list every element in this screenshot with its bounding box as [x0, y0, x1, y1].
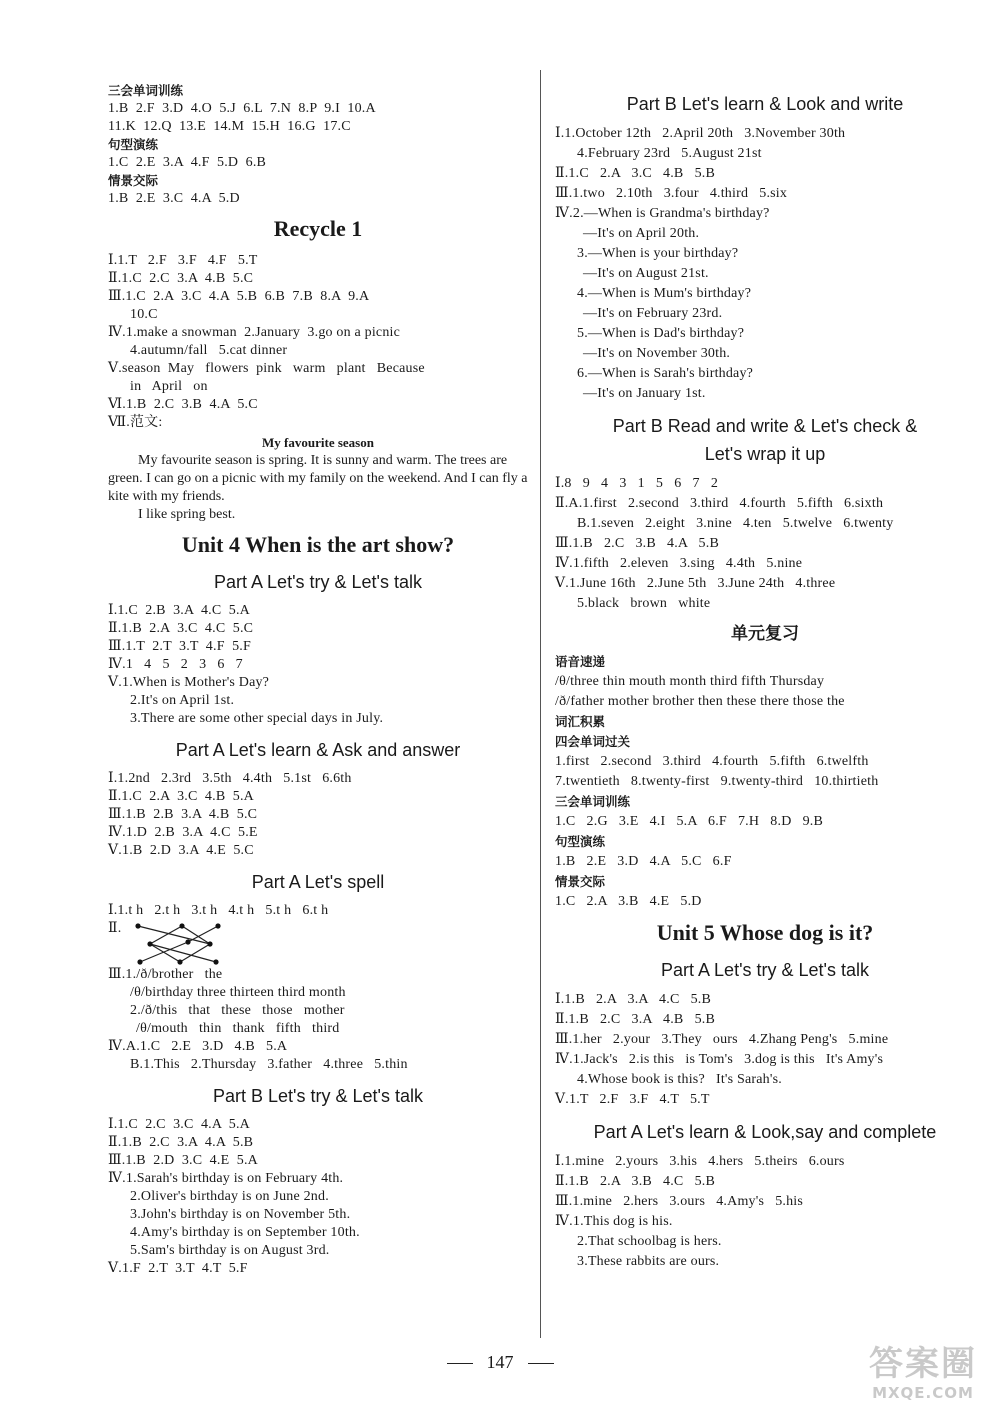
answer-line: 1.C 2.G 3.E 4.I 5.A 6.F 7.H 8.D 9.B — [555, 814, 824, 829]
answer-line: Ⅲ.1.T 2.T 3.T 4.F 5.F — [108, 639, 251, 654]
part-title: Part A Let's try & Let's talk — [214, 572, 422, 592]
answer-line: /θ/three thin mouth month third fifth Thursday — [555, 674, 825, 689]
answer-line: 10.C — [130, 307, 158, 322]
answer-line: Ⅲ.1.B 2.C 3.B 4.A 5.B — [555, 536, 719, 551]
answer-line: 2.That schoolbag is hers. — [577, 1234, 722, 1249]
unit-title: Unit 5 Whose dog is it? — [656, 920, 874, 945]
watermark-logo — [858, 1344, 988, 1416]
answer-line: Ⅳ.A.1.C 2.E 3.D 4.B 5.A — [108, 1039, 288, 1054]
answer-line: Ⅰ.1.T 2.F 3.F 4.F 5.T — [108, 253, 258, 268]
matching-dot — [207, 941, 212, 946]
answer-line: Ⅵ.1.B 2.C 3.B 4.A 5.C — [108, 397, 258, 412]
answer-line: Ⅲ.1./ð/brother the — [108, 967, 223, 982]
answer-line: Ⅳ.1.fifth 2.eleven 3.sing 4.4th 5.nine — [555, 556, 803, 571]
section-label: 三会单词训练 — [108, 83, 184, 98]
section-label: 三会单词训练 — [555, 794, 631, 809]
answer-line: 3.These rabbits are ours. — [577, 1254, 720, 1269]
answer-line: Ⅰ.1.C 2.C 3.C 4.A 5.A — [108, 1117, 250, 1132]
answer-line: Ⅲ.1.B 2.D 3.C 4.E 5.A — [108, 1153, 258, 1168]
answer-line: 4.Whose book is this? It's Sarah's. — [577, 1072, 782, 1087]
answer-line: Ⅰ.1.t h 2.t h 3.t h 4.t h 5.t h 6.t h — [108, 903, 329, 918]
answer-line: —It's on April 20th. — [583, 226, 700, 241]
answer-line: Ⅰ.8 9 4 3 1 5 6 7 2 — [555, 476, 719, 491]
answer-line: Ⅱ.1.C 2.C 3.A 4.B 5.C — [108, 271, 254, 286]
answer-line: Ⅴ.1.When is Mother's Day? — [108, 675, 270, 690]
page-number-dash-right — [528, 1363, 554, 1364]
answer-line: 5.—When is Dad's birthday? — [577, 326, 745, 341]
section-label: 四会单词过关 — [555, 734, 631, 749]
answer-line: Ⅲ.1.B 2.B 3.A 4.B 5.C — [108, 807, 258, 822]
answer-line: Ⅰ.1.mine 2.yours 3.his 4.hers 5.theirs 6.ours — [555, 1154, 845, 1169]
answer-line: 2.Oliver's birthday is on June 2nd. — [130, 1189, 329, 1204]
answer-line: Ⅰ.1.B 2.A 3.A 4.C 5.B — [555, 992, 712, 1007]
answer-line: Ⅳ.1.make a snowman 2.January 3.go on a picnic — [108, 325, 401, 340]
part-title: Part A Let's learn & Look,say and complete — [593, 1122, 937, 1142]
answer-line: 2./ð/this that these those mother — [130, 1003, 345, 1018]
section-label: 句型演练 — [555, 834, 606, 849]
answer-line: 4.Amy's birthday is on September 10th. — [130, 1225, 360, 1240]
answer-line: —It's on January 1st. — [583, 386, 706, 401]
part-title: Let's wrap it up — [704, 444, 826, 464]
part-title: Part A Let's spell — [251, 872, 385, 892]
page-number-dash-left — [447, 1363, 473, 1364]
answer-line: —It's on November 30th. — [583, 346, 731, 361]
answer-line: 1.C 2.E 3.A 4.F 5.D 6.B — [108, 155, 267, 170]
answer-line: Ⅰ.1.October 12th 2.April 20th 3.November 30th — [555, 126, 846, 141]
answer-line: 6.—When is Sarah's birthday? — [577, 366, 754, 381]
answer-line: Ⅴ.1.B 2.D 3.A 4.E 5.C — [108, 843, 254, 858]
matching-diagram: Ⅱ. — [108, 920, 528, 966]
answer-line: Ⅳ.1 4 5 2 3 6 7 — [108, 657, 243, 672]
section-label: 情景交际 — [108, 173, 159, 188]
answer-line: Ⅱ.A.1.first 2.second 3.third 4.fourth 5.fifth 6.sixth — [555, 496, 884, 511]
answer-line: Ⅱ.1.C 2.A 3.C 4.B 5.B — [555, 166, 716, 181]
matching-dot — [213, 959, 218, 964]
answer-line: Ⅱ.1.B 2.C 3.A 4.A 5.B — [108, 1135, 254, 1150]
matching-line — [138, 926, 210, 944]
part-title: Part A Let's try & Let's talk — [661, 960, 869, 980]
answer-line: Ⅲ.1.mine 2.hers 3.ours 4.Amy's 5.his — [555, 1194, 804, 1209]
answer-line: 1.B 2.F 3.D 4.O 5.J 6.L 7.N 8.P 9.I 10.A — [108, 101, 376, 116]
unit-title: Unit 4 When is the art show? — [181, 532, 455, 557]
answer-line: Ⅲ.1.C 2.A 3.C 4.A 5.B 6.B 7.B 8.A 9.A — [108, 289, 370, 304]
answer-line: —It's on August 21st. — [583, 266, 709, 281]
answer-line: 4.—When is Mum's birthday? — [577, 286, 752, 301]
answer-line: Ⅱ.1.B 2.C 3.A 4.B 5.B — [555, 1012, 716, 1027]
answer-line: 3.John's birthday is on November 5th. — [130, 1207, 351, 1222]
column-divider — [540, 70, 541, 1338]
answer-line: B.1.seven 2.eight 3.nine 4.ten 5.twelve 6.twenty — [577, 516, 894, 531]
unit-title: Recycle 1 — [273, 216, 363, 241]
answer-line: Ⅳ.1.This dog is his. — [555, 1214, 673, 1229]
matching-dot — [177, 959, 182, 964]
answer-line: 5.Sam's birthday is on August 3rd. — [130, 1243, 330, 1258]
part-title: Part B Let's learn & Look and write — [626, 94, 904, 114]
answer-line: 7.twentieth 8.twenty-first 9.twenty-third 10.thirtieth — [555, 774, 879, 789]
answer-line: 1.B 2.E 3.C 4.A 5.D — [108, 191, 240, 206]
answer-line: Ⅴ.season May flowers pink warm plant Because — [108, 361, 425, 376]
answer-line: —It's on February 23rd. — [583, 306, 723, 321]
section-label: 句型演练 — [108, 137, 159, 152]
essay-title: My favourite season — [262, 435, 374, 450]
answer-line: Ⅰ.1.C 2.B 3.A 4.C 5.A — [108, 603, 250, 618]
essay-paragraph: My favourite season is spring. It is sunny and warm. The trees are green. I can go on a picnic with my family on the weekend. And I can fly a kite with my friends. — [108, 453, 528, 504]
answer-line: Ⅰ.1.2nd 2.3rd 3.5th 4.4th 5.1st 6.6th — [108, 771, 352, 786]
answer-line: 3.There are some other special days in July. — [130, 711, 384, 726]
matching-dot — [215, 923, 220, 928]
section-label: 情景交际 — [555, 874, 606, 889]
answer-line: Ⅱ.1.C 2.A 3.C 4.B 5.A — [108, 789, 254, 804]
answer-line: 1.B 2.E 3.D 4.A 5.C 6.F — [555, 854, 732, 869]
part-title: Part A Let's learn & Ask and answer — [175, 740, 461, 760]
matching-dot — [137, 959, 142, 964]
answer-line: Ⅱ.1.B 2.A 3.C 4.C 5.C — [108, 621, 254, 636]
answer-line: Ⅶ.范文: — [108, 415, 163, 430]
section-label: 语音速递 — [555, 654, 606, 669]
part-title: Part B Read and write & Let's check & — [612, 416, 918, 436]
answer-line: 5.black brown white — [577, 596, 711, 611]
answer-line: Ⅱ.1.B 2.A 3.B 4.C 5.B — [555, 1174, 716, 1189]
answer-line: 1.first 2.second 3.third 4.fourth 5.fifth 6.twelfth — [555, 754, 869, 769]
watermark-url: MXQE.COM — [872, 1384, 974, 1402]
matching-line — [150, 926, 182, 944]
answer-line: 2.It's on April 1st. — [130, 693, 235, 708]
answer-line: 4.autumn/fall 5.cat dinner — [130, 343, 288, 358]
answer-line: /θ/birthday three thirteen third month — [130, 985, 346, 1000]
answer-line: 3.—When is your birthday? — [577, 246, 739, 261]
review-title: 单元复习 — [731, 624, 799, 644]
page-number — [0, 1352, 1000, 1373]
answer-line: /ð/father mother brother then these there those the — [555, 694, 845, 709]
right-column — [555, 82, 975, 1272]
matching-dot — [135, 923, 140, 928]
matching-dot — [185, 939, 190, 944]
answer-line: 1.C 2.A 3.B 4.E 5.D — [555, 894, 702, 909]
essay-paragraph: I like spring best. — [138, 507, 236, 522]
answer-line: Ⅴ.1.T 2.F 3.F 4.T 5.T — [555, 1092, 710, 1107]
answer-line: Ⅳ.2.—When is Grandma's birthday? — [555, 206, 770, 221]
answer-line: B.1.This 2.Thursday 3.father 4.three 5.thin — [130, 1057, 408, 1072]
matching-dot — [147, 941, 152, 946]
answer-line: Ⅳ.1.Jack's 2.is this is Tom's 3.dog is this It's Amy's — [555, 1052, 884, 1067]
answer-line: Ⅲ.1.two 2.10th 3.four 4.third 5.six — [555, 186, 788, 201]
answer-line: Ⅴ.1.F 2.T 3.T 4.T 5.F — [108, 1261, 248, 1276]
matching-dot — [179, 923, 184, 928]
answer-line: in April on — [130, 379, 208, 394]
page-number-text: 147 — [486, 1352, 514, 1372]
part-title: Part B Let's try & Let's talk — [213, 1086, 423, 1106]
answer-line: Ⅲ.1.her 2.your 3.They ours 4.Zhang Peng's 5.mine — [555, 1032, 889, 1047]
answer-line: 11.K 12.Q 13.E 14.M 15.H 16.G 17.C — [108, 119, 351, 134]
watermark-text: 答案圈 — [869, 1344, 977, 1384]
answer-line: Ⅴ.1.June 16th 2.June 5th 3.June 24th 4.three — [555, 576, 836, 591]
answer-line: Ⅳ.1.D 2.B 3.A 4.C 5.E — [108, 825, 258, 840]
matching-lines-figure — [130, 922, 250, 966]
answer-line: /θ/mouth thin thank fifth third — [136, 1021, 340, 1036]
answer-line: Ⅳ.1.Sarah's birthday is on February 4th. — [108, 1171, 344, 1186]
left-column — [108, 82, 528, 1278]
answer-line: 4.February 23rd 5.August 21st — [577, 146, 762, 161]
section-label: 词汇积累 — [555, 714, 606, 729]
